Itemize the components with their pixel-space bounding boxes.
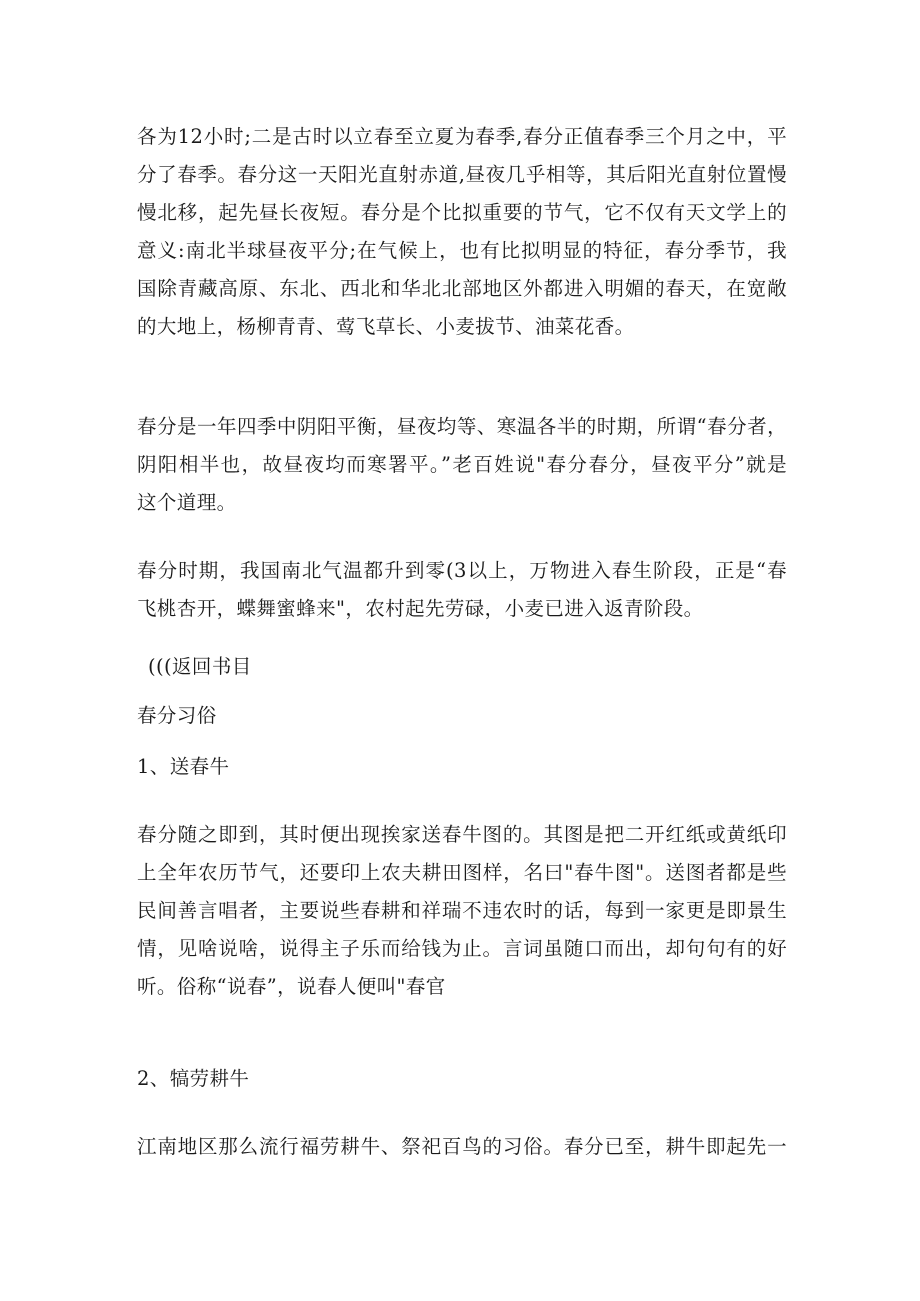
text-line: 各为12小时;二是古时以立春至立夏为春季,春分正值春季三个月之中，平	[137, 125, 787, 148]
back-to-contents-link[interactable]: (((返回书目	[148, 655, 252, 678]
text-line: 的大地上，杨柳青青、莺飞草长、小麦拔节、油菜花香。	[137, 315, 635, 338]
text-line: 江南地区那么流行福劳耕牛、祭祀百鸟的习俗。春分已至，耕牛即起先一	[137, 1135, 787, 1158]
text-line: 春分随之即到，其时便出现挨家送春牛图的。其图是把二开红纸或黄纸印	[137, 823, 787, 846]
paragraph-equinox-astronomy	[137, 118, 787, 346]
paragraph-yin-yang-balance	[137, 408, 787, 522]
text-line: 春分时期，我国南北气温都升到零(3以上，万物进入春生阶段，正是“春	[137, 559, 787, 582]
text-line: 阴阳相半也，故昼夜均而寒署平。”老百姓说"春分春分，昼夜平分”就是	[137, 453, 787, 476]
text-line: 飞桃杏开，蝶舞蜜蜂来"，农村起先劳碌，小麦已进入返青阶段。	[137, 597, 704, 620]
text-line: 听。俗称“说春”，说春人便叫"春官	[137, 975, 446, 998]
text-line: 分了春季。春分这一天阳光直射赤道,昼夜几乎相等，其后阳光直射位置慢	[137, 163, 787, 186]
text-line: 上全年农历节气，还要印上农夫耕田图样，名曰"春牛图"。送图者都是些	[137, 861, 787, 884]
section-title: 春分习俗	[137, 704, 217, 727]
paragraph-spring-ox-picture	[137, 816, 787, 1006]
text-line: 情，见啥说啥，说得主子乐而给钱为止。言词虽随口而出，却句句有的好	[137, 937, 787, 960]
custom-1-title: 1、送春牛	[137, 755, 230, 778]
text-line: 这个道理。	[137, 491, 237, 514]
text-line: 民间善言唱者，主要说些春耕和祥瑞不违农时的话，每到一家更是即景生	[137, 899, 787, 922]
text-line: 国除青藏高原、东北、西北和华北北部地区外都进入明媚的春天，在宽敞	[137, 277, 787, 300]
text-line: 春分是一年四季中阴阳平衡，昼夜均等、寒温各半的时期，所谓“春分者，	[137, 415, 787, 438]
text-line: 意义:南北半球昼夜平分;在气候上，也有比拟明显的特征，春分季节，我	[137, 239, 787, 262]
custom-2-title: 2、犒劳耕牛	[137, 1067, 250, 1090]
text-line: 慢北移，起先昼长夜短。春分是个比拟重要的节气，它不仅有天文学上的	[137, 201, 787, 224]
paragraph-reward-oxen	[137, 1128, 787, 1166]
paragraph-temperature-rise	[137, 552, 787, 628]
